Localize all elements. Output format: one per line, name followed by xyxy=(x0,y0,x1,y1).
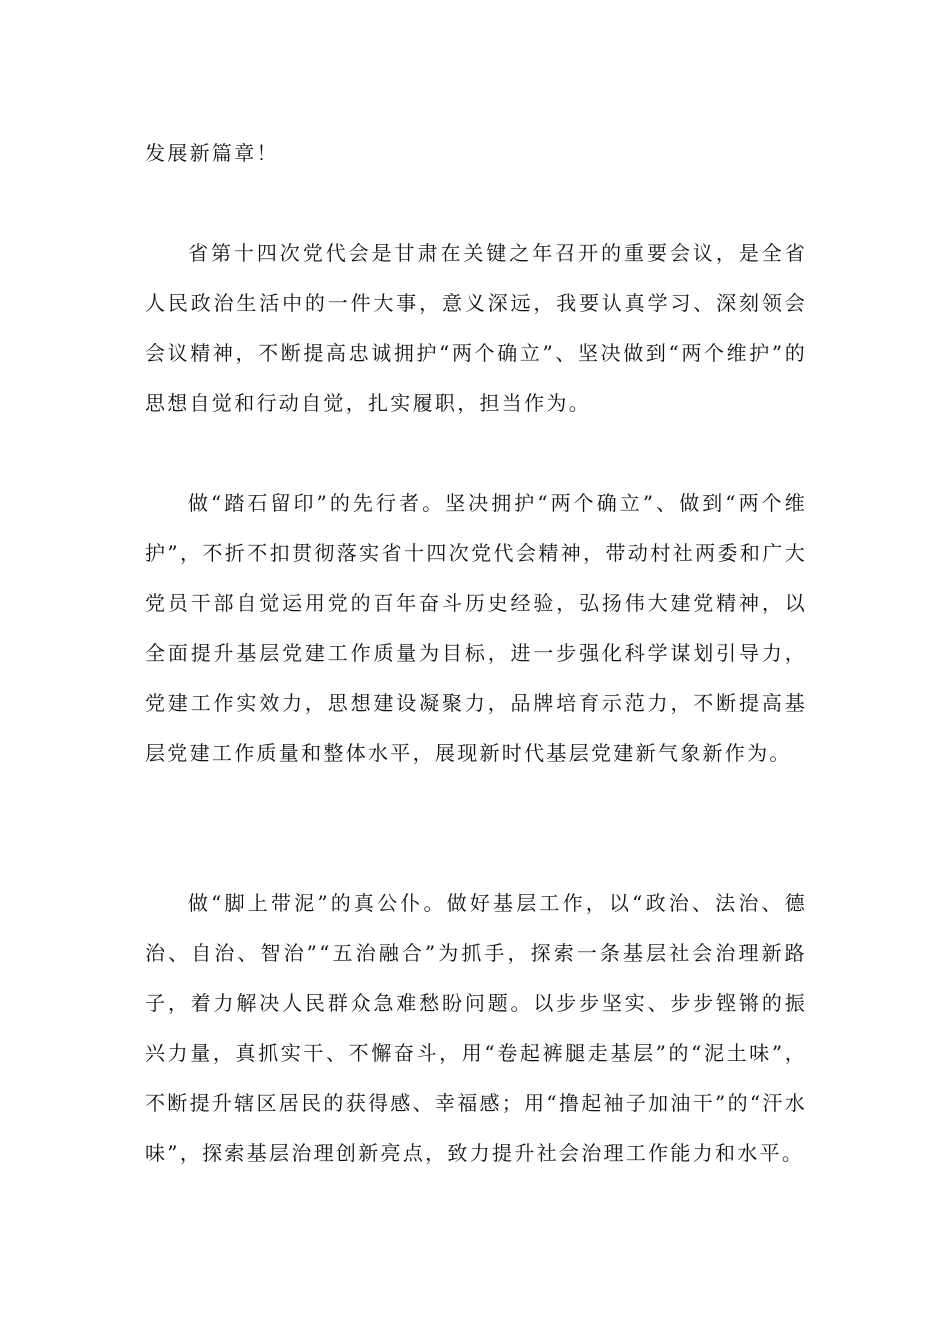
paragraph-congress-significance: 省第十四次党代会是甘肃在关键之年召开的重要会议，是全省人民政治生活中的一件大事，意义深远，我要认真学习、深刻领会会议精神，不断提高忠诚拥护“两个确立”、坚决做到“两个维护”的思想自觉和行动自觉，扎实履职，担当作为。 xyxy=(145,241,807,415)
paragraph-pioneer: 做“踏石留印”的先行者。坚决拥护“两个确立”、做到“两个维护”，不折不扣贯彻落实省十四次党代会精神，带动村社两委和广大党员干部自觉运用党的百年奋斗历史经验，弘扬伟大建党精神，以全面提升基层党建工作质量为目标，进一步强化科学谋划引导力，党建工作实效力，思想建设凝聚力，品牌培育示范力，不断提高基层党建工作质量和整体水平，展现新时代基层党建新气象新作为。 xyxy=(145,491,807,765)
paragraph-continuation: 发展新篇章！ xyxy=(145,141,279,165)
paragraph-public-servant: 做“脚上带泥”的真公仆。做好基层工作，以“政治、法治、德治、自治、智治”“五治融合”为抓手，探索一条基层社会治理新路子，着力解决人民群众急难愁盼问题。以步步坚实、步步铿锵的振兴力量，真抓实干、不懈奋斗，用“卷起裤腿走基层”的“泥土味”，不断提升辖区居民的获得感、幸福感；用“撸起袖子加油干”的“汗水味”，探索基层治理创新亮点，致力提升社会治理工作能力和水平。 xyxy=(145,891,807,1165)
